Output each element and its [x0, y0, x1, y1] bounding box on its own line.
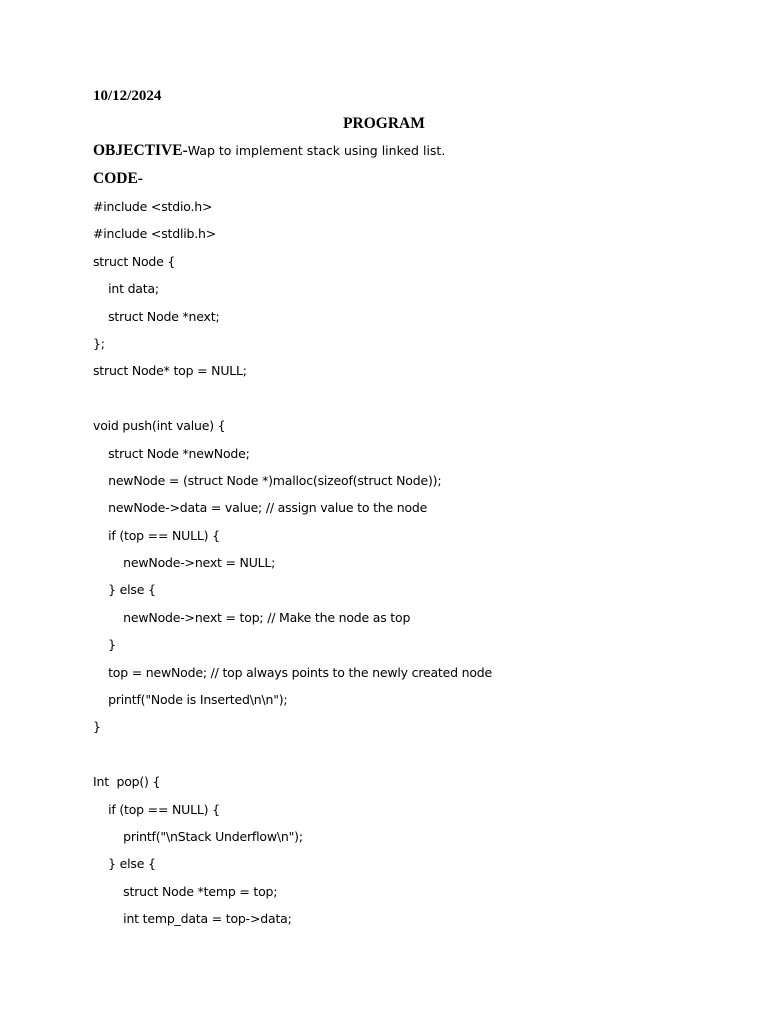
code-line [93, 390, 713, 417]
code-line: struct Node *temp = top; [93, 883, 278, 899]
code-line: printf("\nStack Underflow\n"); [93, 828, 303, 844]
code-block [93, 198, 713, 938]
code-line: newNode = (struct Node *)malloc(sizeof(struct Node)); [93, 472, 442, 488]
code-line: #include <stdlib.h> [93, 226, 217, 242]
code-line: } [93, 637, 116, 653]
code-line: printf("Node is Inserted\n\n"); [93, 692, 288, 708]
code-line: newNode->next = top; // Make the node as top [93, 609, 411, 625]
code-line: struct Node *next; [93, 308, 220, 324]
code-line: struct Node *newNode; [93, 445, 250, 461]
code-line: struct Node { [93, 253, 176, 269]
code-heading: CODE- [93, 170, 143, 187]
code-line: int data; [93, 281, 159, 297]
code-line: }; [93, 335, 105, 351]
code-line: #include <stdio.h> [93, 199, 213, 214]
code-line: int temp_data = top->data; [93, 911, 292, 927]
code-line: struct Node* top = NULL; [93, 363, 247, 379]
code-line: void push(int value) { [93, 418, 226, 434]
objective-text: Wap to implement stack using linked list. [187, 143, 446, 158]
code-line: newNode->data = value; // assign value to the node [93, 500, 428, 516]
code-line: } [93, 719, 101, 735]
code-line: if (top == NULL) { [93, 527, 220, 543]
code-line [93, 746, 713, 773]
document-title-text: PROGRAM [343, 115, 425, 132]
code-line: } else { [93, 856, 156, 872]
code-line: } else { [93, 582, 156, 598]
document-title [0, 115, 768, 133]
objective-line [93, 142, 445, 160]
code-line: top = newNode; // top always points to the newly created node [93, 664, 493, 680]
document-date: 10/12/2024 [93, 88, 162, 104]
code-line: newNode->next = NULL; [93, 555, 276, 571]
code-line: Int pop() { [93, 774, 161, 790]
objective-label: OBJECTIVE- [93, 142, 188, 159]
code-line: if (top == NULL) { [93, 801, 220, 817]
